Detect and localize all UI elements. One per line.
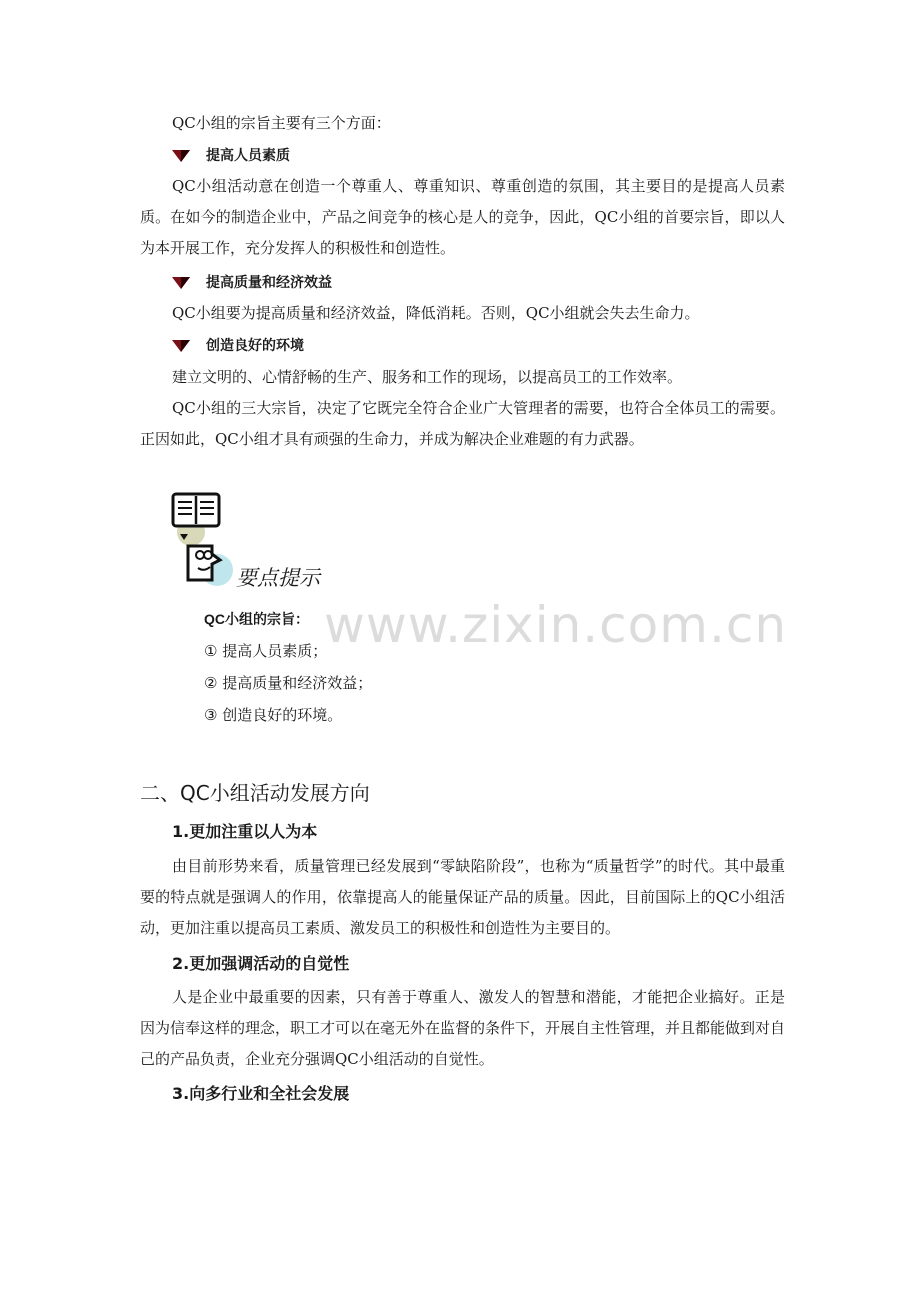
bullet-3-text: 建立文明的、心情舒畅的生产、服务和工作的现场，以提高员工的工作效率。 <box>172 368 683 386</box>
bullet-label: 创造良好的环境 <box>206 338 304 354</box>
tip-heading: QC小组的宗旨： <box>204 611 309 627</box>
bullet-1-text: QC小组活动意在创造一个尊重人、尊重知识、尊重创造的氛围，其主要目的是提高人员素质。在如今的制造企业中，产品之间竞争的核心是人的竞争，因此，QC小组的首要宗旨，即以人为本开展工作，充分发挥人的积极性和创造性。 <box>140 177 785 257</box>
intro-paragraph: QC小组的宗旨主要有三个方面： <box>172 114 391 132</box>
diamond-bullet-icon <box>172 274 190 290</box>
diamond-bullet-icon <box>172 337 190 353</box>
bullet-2-text: QC小组要为提高质量和经济效益，降低消耗。否则，QC小组就会失去生命力。 <box>172 304 700 322</box>
bullet-3 <box>172 333 304 357</box>
tip-title: 要点提示 <box>236 566 320 590</box>
bullet-label: 提高质量和经济效益 <box>206 275 332 291</box>
diamond-bullet-icon <box>172 147 190 163</box>
book-tip-icon <box>168 490 240 590</box>
subsection-heading-3: 3.向多行业和全社会发展 <box>172 1084 350 1103</box>
watermark: www.zixin.com.cn <box>324 596 788 654</box>
subsection-1-text: 由目前形势来看，质量管理已经发展到“零缺陷阶段”，也称为“质量哲学”的时代。其中最重要的特点就是强调人的作用，依靠提高人的能量保证产品的质量。因此，目前国际上的QC小组活动，更加注重以提高员工素质、激发员工的积极性和创造性为主要目的。 <box>140 857 785 937</box>
tip-item: ③ 创造良好的环境。 <box>204 706 343 724</box>
bullet-1 <box>172 143 290 167</box>
bullet-label: 提高人员素质 <box>206 148 290 164</box>
subsection-heading-2: 2.更加强调活动的自觉性 <box>172 954 350 973</box>
subsection-heading-1: 1.更加注重以人为本 <box>172 822 318 841</box>
summary-paragraph: QC小组的三大宗旨，决定了它既完全符合企业广大管理者的需要，也符合全体员工的需要。正因如此，QC小组才具有顽强的生命力，并成为解决企业难题的有力武器。 <box>140 399 785 448</box>
tip-item: ② 提高质量和经济效益； <box>204 674 373 692</box>
bullet-2 <box>172 270 332 294</box>
tip-item: ① 提高人员素质； <box>204 642 328 660</box>
section-heading: 二、QC小组活动发展方向 <box>140 781 370 805</box>
subsection-2-text: 人是企业中最重要的因素，只有善于尊重人、激发人的智慧和潜能，才能把企业搞好。正是因为信奉这样的理念，职工才可以在毫无外在监督的条件下，开展自主性管理，并且都能做到对自己的产品负责，企业充分强调QC小组活动的自觉性。 <box>140 988 786 1068</box>
